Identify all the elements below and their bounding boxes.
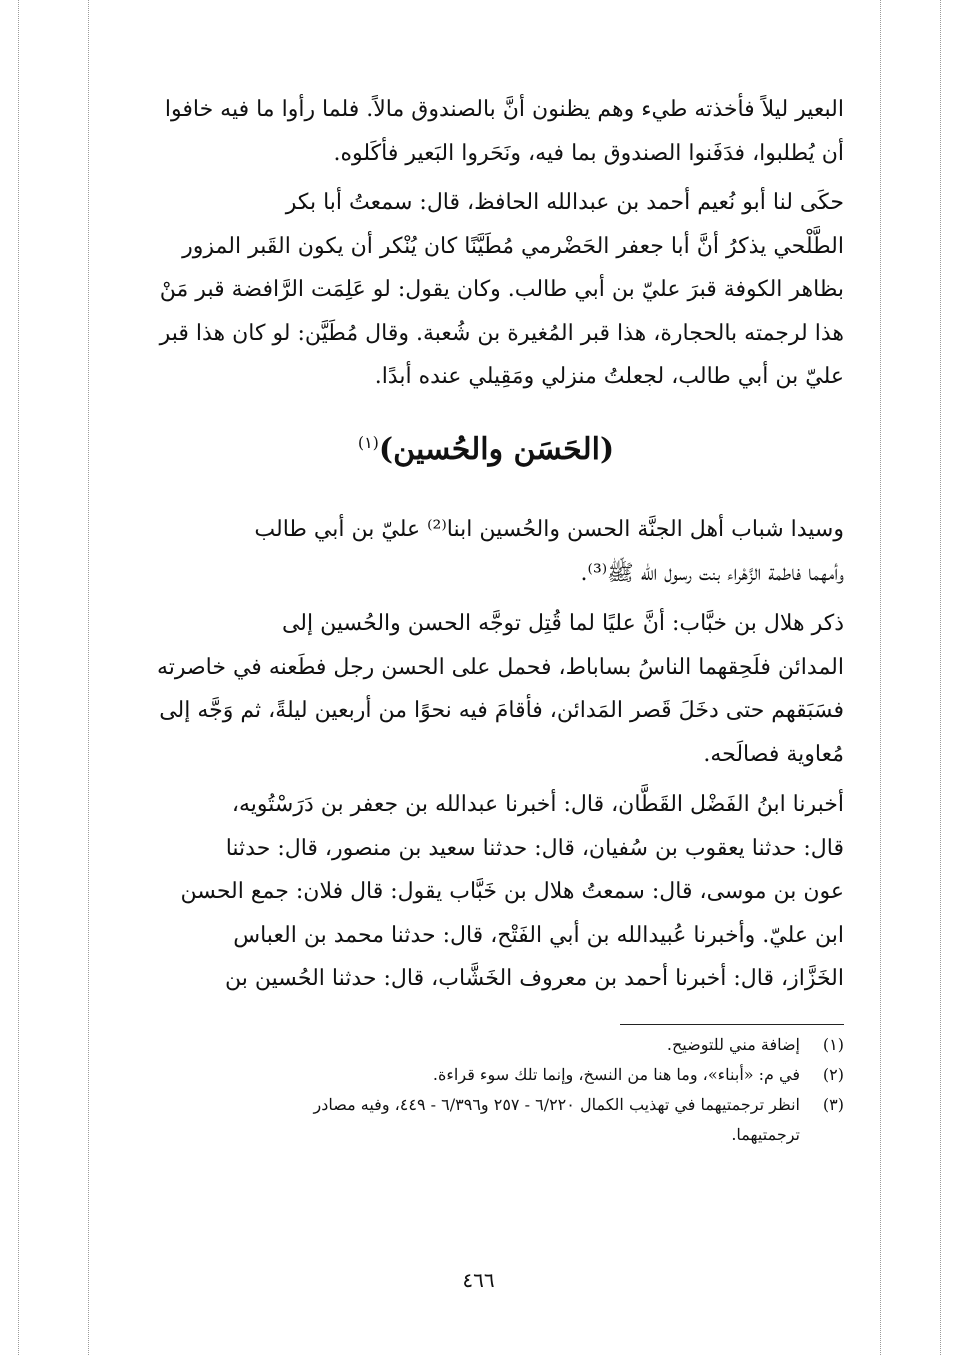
text-line: ابن عليّ. وأخبرنا عُبيدالله بن أبي الفَتْح، قال: حدثنا محمد بن العباس — [233, 922, 844, 948]
margin-dotted-line — [940, 0, 941, 1355]
footnote-divider — [620, 1024, 844, 1025]
footnote-number: (٣) — [822, 1095, 844, 1114]
text-line: أخبرنا ابنُ الفَضْل القَطَّان، قال: أخبرنا عبدالله بن جعفر بن دَرَسْتُويه، — [231, 792, 844, 817]
footnote-text: ترجمتيهما. — [731, 1125, 800, 1144]
paragraph-2 — [128, 181, 844, 399]
margin-dotted-line — [88, 0, 89, 1355]
text-line: قال: حدثنا يعقوب بن سُفيان، قال: حدثنا سعيد بن منصور، قال: حدثنا — [225, 835, 844, 861]
text-line: ذكر هلال بن خبَّاب: أنَّ عليًا لما قُتِل توجَّه الحسن والحُسين إلى — [281, 611, 844, 636]
section-heading — [128, 418, 844, 475]
text-line: المدائن فلَحِقهما الناسُ بساباط، فحمل على الحسن رجل فطَعنه في خاصرته — [156, 654, 844, 680]
footnote-number: (١) — [822, 1035, 844, 1054]
text-line: وأمهما فاطمة الزَّهْراء بنت رسول الله ﷺ⁽³⁾. — [580, 560, 844, 586]
text-line: بظاهر الكوفة قبرَ عليّ بن أبي طالب. وكان يقول: لو عَلِمَت الرَّافضة قبر مَنْ — [159, 277, 844, 302]
paragraph-3 — [128, 508, 844, 595]
text-line: الطَّلْحي يذكرُ أنَّ أبا جعفر الحَضْرمي مُطَيَّنًا كان يُنْكر أن يكون القَبر المزور — [182, 233, 844, 259]
footnote-item — [128, 1060, 844, 1090]
text-line: أن يُطلبوا، فدَفَنوا الصندوق بما فيه، ونَحَروا البَعير فأكَلوه. — [333, 140, 844, 166]
text-line: عون بن موسى، قال: سمعتُ هلال بن خَبَّاب يقول: قال فلان: جمع الحسن — [180, 879, 844, 904]
text-line: عليّ بن أبي طالب، لجعلتُ منزلي ومَقِيلي عنده أبدًا. — [374, 364, 844, 389]
margin-dotted-line — [880, 0, 881, 1355]
heading-text: (الحَسَن والحُسين) — [378, 432, 615, 467]
text-line: هذا لرجمته بالحجارة، هذا قبر المُغيرة بن شُعبة. وقال مُطَيَّن: لو كان هذا قبر — [159, 320, 844, 346]
footnote-text: إضافة مني للتوضيح. — [666, 1035, 800, 1054]
footnote-number-spacer — [800, 1120, 844, 1150]
page-number: ٤٦٦ — [462, 1268, 495, 1292]
footnote-item-continuation — [128, 1120, 844, 1150]
heading-footnote-ref: (١) — [357, 433, 379, 452]
paragraph-5 — [128, 783, 844, 1001]
footnote-text: انظر ترجمتيهما في تهذيب الكمال ٦/٢٢٠ - ٢٥٧ و٦/٣٩٦ - ٤٤٩، وفيه مصادر — [313, 1095, 800, 1114]
text-line: وسيدا شباب أهل الجنَّة الحسن والحُسين ابنا⁽²⁾ عليّ بن أبي طالب — [254, 517, 844, 542]
text-line: فسَبَقهم حتى دخَلَ قَصر المَدائن، فأقامَ فيه نحوًا من أربعين ليلةً، ثم وَجَّه إلى — [159, 698, 844, 723]
footnote-text: في م: «أبناء»، وما هنا من النسخ، وإنما تلك سوء قراءة. — [432, 1065, 800, 1084]
footnote-item — [128, 1090, 844, 1120]
paragraph-1 — [128, 88, 844, 175]
text-line: حكَى لنا أبو نُعيم أحمد بن عبدالله الحافظ، قال: سمعتُ أبا بكر — [285, 190, 844, 215]
footnote-number: (٢) — [822, 1065, 844, 1084]
footnotes — [128, 1030, 844, 1150]
text-line: مُعاوية فصالَحه. — [703, 741, 844, 767]
text-line: الخَزَّاز، قال: أخبرنا أحمد بن معروف الخَشَّاب، قال: حدثنا الحُسين بن — [225, 966, 844, 991]
margin-dotted-line — [18, 0, 19, 1355]
paragraph-4 — [128, 602, 844, 776]
text-line: البعير ليلاً فأخذته طيء وهم يظنون أنَّ بالصندوق مالاً. فلما رأوا ما فيه خافوا — [164, 97, 844, 122]
footnote-item — [128, 1030, 844, 1060]
